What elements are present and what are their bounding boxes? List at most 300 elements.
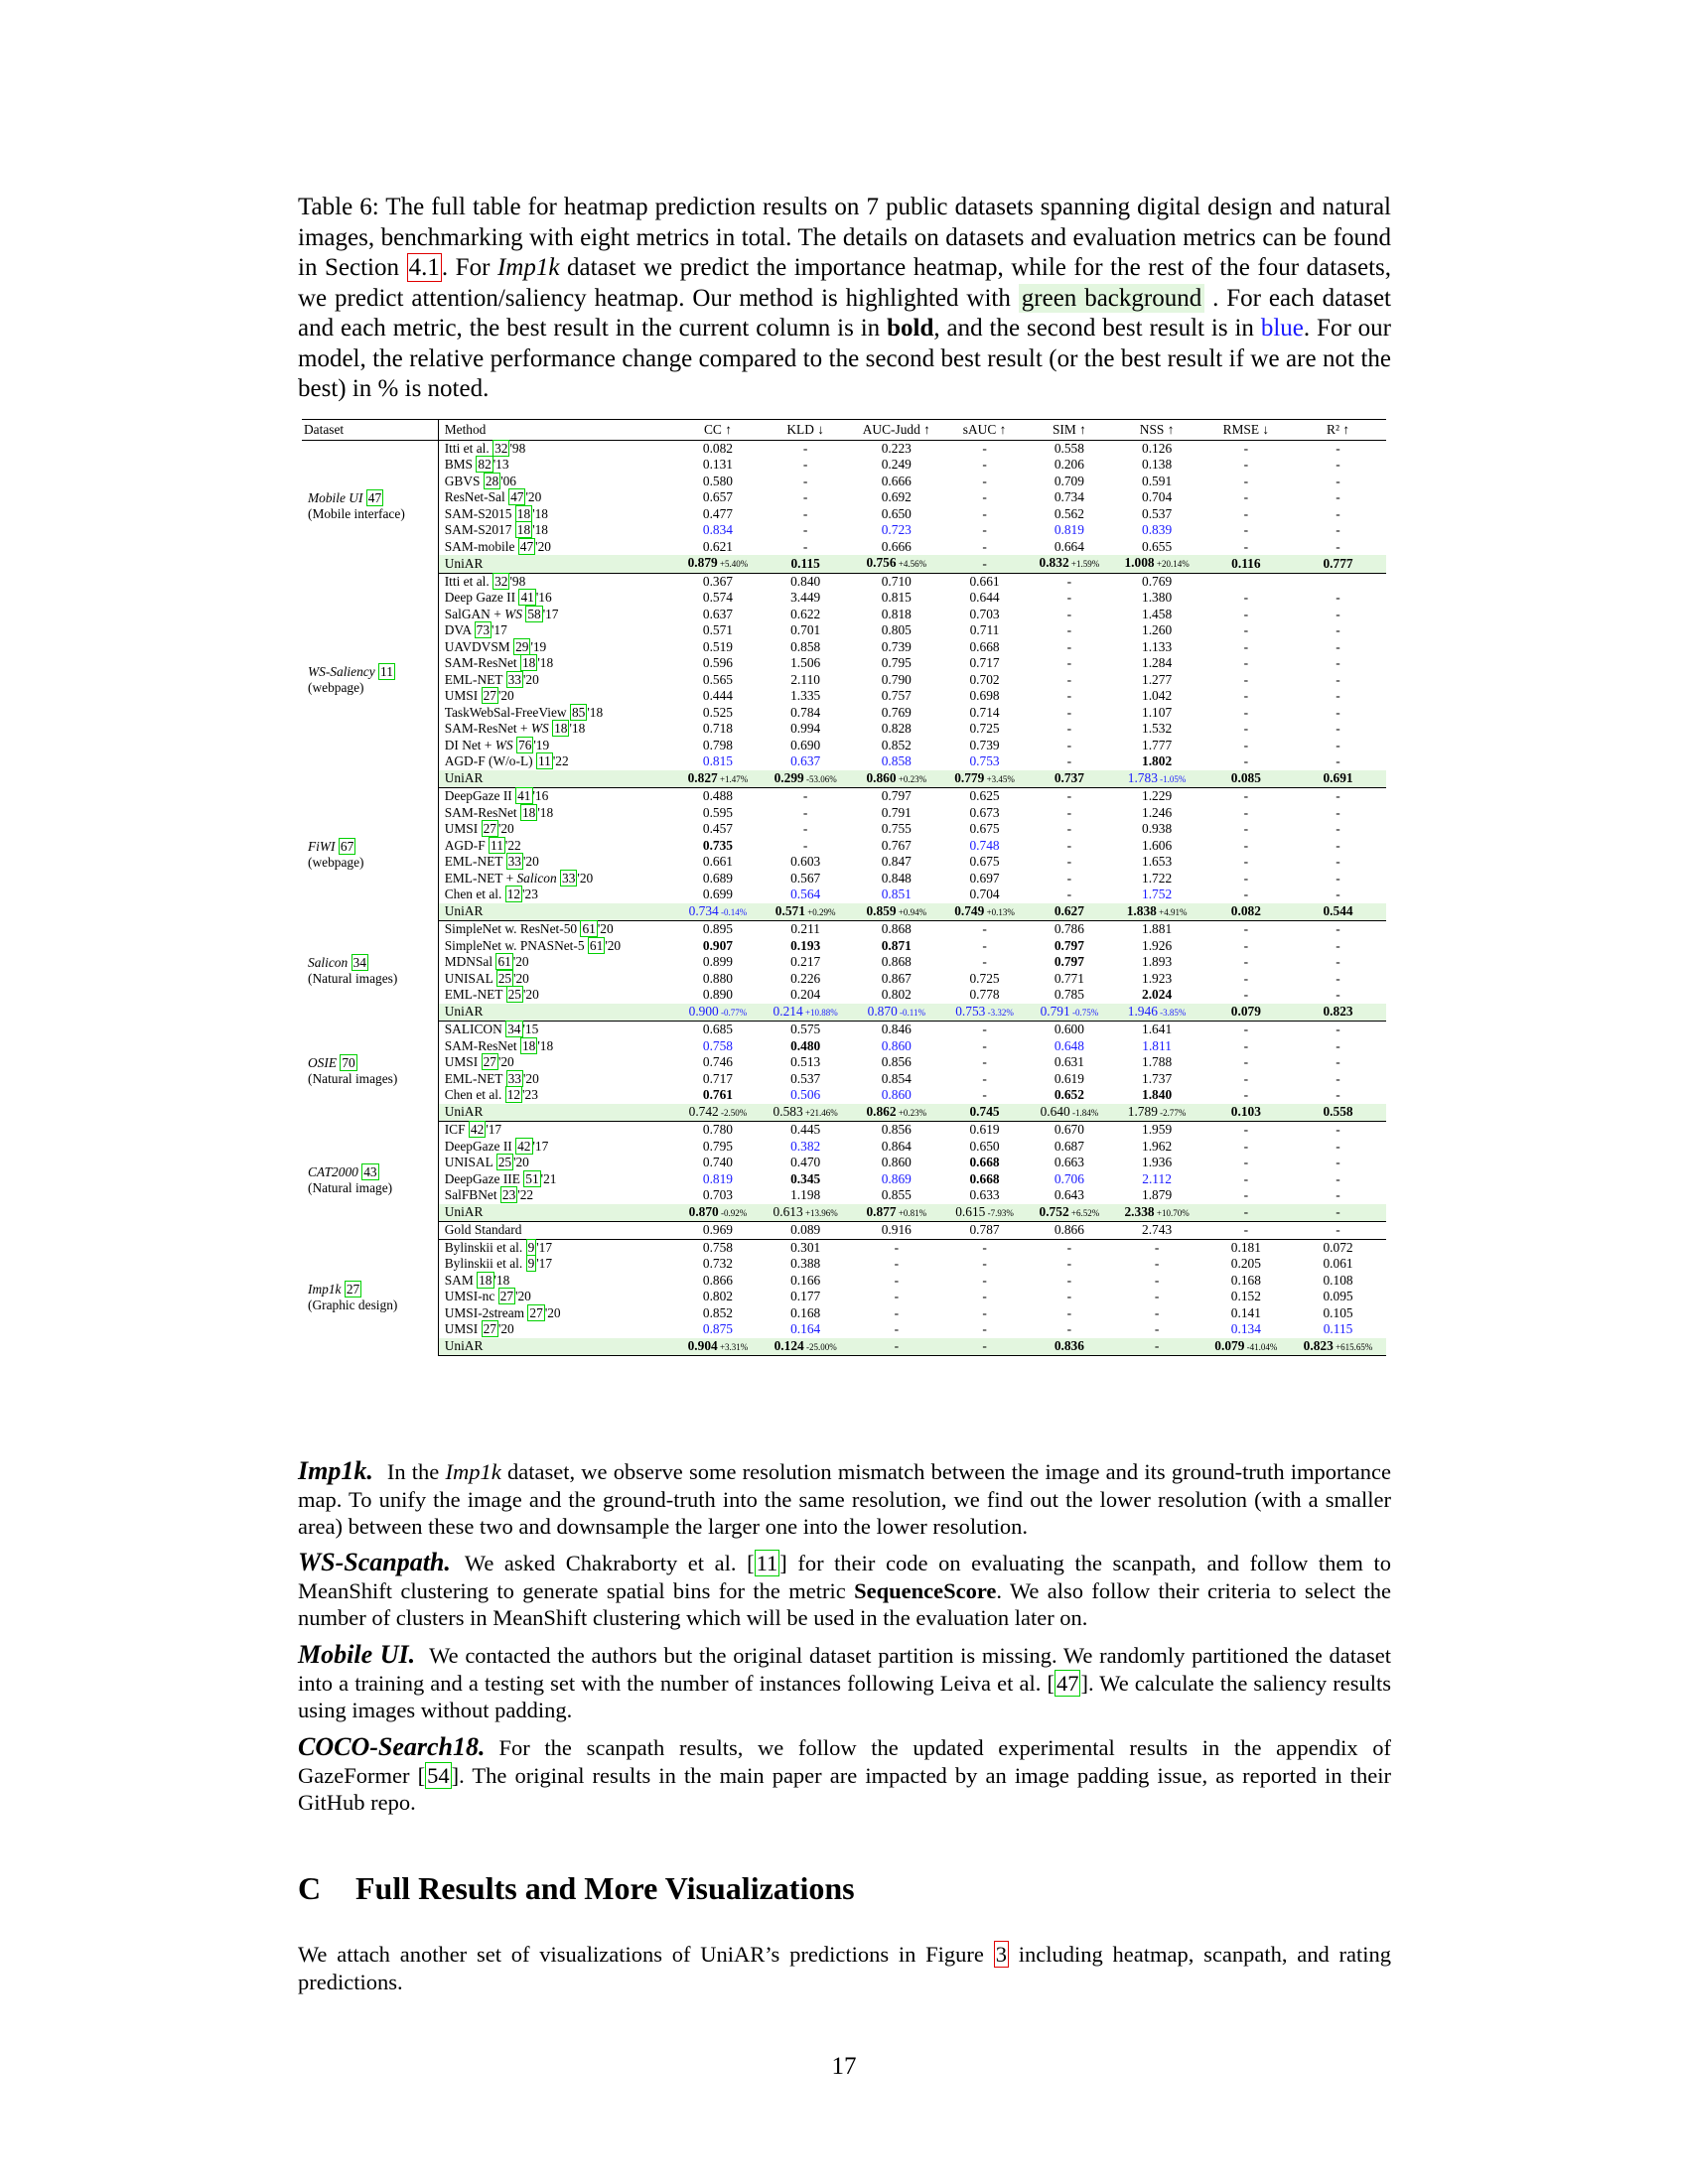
value-cell: 0.869 [881,1170,912,1186]
citation-link[interactable]: 33 [507,1070,521,1086]
value-cell: 1.840 [1142,1087,1173,1102]
value-cell: - [982,473,987,488]
value-cell: - [1243,1138,1249,1154]
citation-link[interactable]: 27 [483,688,496,703]
value-cell: 0.206 [1054,457,1084,472]
value-cell: 1.879 [1142,1187,1173,1202]
section-link[interactable]: 4.1 [408,254,440,281]
value-cell: - [1154,1239,1160,1255]
citation-link[interactable]: 61 [497,954,511,969]
value-cell: 0.661 [702,854,734,869]
value-cell: 0.625 [969,788,1000,803]
citation-link[interactable]: 18 [479,1272,492,1288]
value-cell: 0.859 +0.94% [851,903,942,921]
citation-link[interactable]: 34 [507,1022,521,1036]
value-cell: 0.697 [969,870,1000,886]
value-cell: 0.477 [702,505,734,521]
table-row [302,1139,1386,1156]
citation-link[interactable]: 12 [506,887,521,901]
citation-link[interactable]: 42 [517,1138,531,1154]
method-cell: EML-NET 33 '20 [438,854,675,871]
value-cell: 0.138 [1142,457,1173,472]
value-cell: 0.544 [1290,903,1386,921]
table-row [302,489,1386,506]
value-cell: 0.650 [969,1138,1000,1154]
value-cell: 0.734 [1054,489,1084,504]
value-cell: - [1066,1272,1072,1288]
method-cell: SAM 18 '18 [438,1273,675,1290]
citation-link[interactable]: 82 [478,457,492,472]
value-cell: 0.663 [1054,1155,1084,1169]
value-cell: 0.666 [881,473,912,488]
method-cell: AGD-F 11 '22 [438,838,675,855]
value-cell: 0.860 [881,1087,912,1102]
citation-link[interactable]: 27 [483,1321,496,1336]
value-cell: - [1336,821,1340,836]
value-cell: - [1243,688,1249,703]
value-cell: 0.938 [1142,821,1173,836]
value-cell: - [1243,655,1249,670]
value-cell: 0.108 [1323,1272,1353,1288]
table-row-ours [302,903,1386,921]
value-cell: 0.082 [1202,903,1290,921]
value-cell: 1.653 [1142,854,1173,869]
value-cell: 0.904 +3.31% [675,1338,760,1356]
table-row [302,1038,1386,1055]
value-cell: 0.871 [881,937,912,953]
table-row [302,457,1386,474]
value-cell: 0.640 -1.84% [1027,1104,1111,1122]
value-cell: 0.823 [1290,1004,1386,1022]
value-cell: 1.722 [1142,870,1173,886]
citation-link[interactable]: 76 [518,737,532,752]
method-cell: SAM-ResNet 18 '18 [438,655,675,672]
value-cell: 0.193 [790,937,821,953]
value-cell: 0.513 [790,1054,821,1069]
table-row [302,506,1386,523]
citation-link[interactable]: 25 [497,1155,512,1169]
value-cell: 0.852 [881,737,912,752]
value-cell: 0.784 [790,704,821,720]
value-cell: - [982,489,987,504]
value-cell: 1.380 [1142,590,1173,605]
citation-link[interactable]: 18 [516,505,531,521]
citation-link[interactable]: 73 [476,622,491,637]
value-cell: 0.742 -2.50% [675,1104,760,1122]
value-cell: 0.739 [969,737,1000,752]
value-cell: - [1336,671,1340,687]
citation-link[interactable]: 18 [554,721,568,736]
value-cell: - [1066,1289,1072,1303]
method-cell: SAM-S2017 18 '18 [438,522,675,539]
value-cell: 0.795 [881,655,912,670]
value-cell: 0.565 [702,671,734,687]
table-row [302,1321,1386,1338]
column-header: sAUC ↑ [942,420,1027,441]
value-cell: 0.115 [761,555,851,573]
method-cell: SAM-S2015 18 '18 [438,506,675,523]
value-cell: 0.791 -0.75% [1027,1004,1111,1022]
value-cell: - [1336,704,1340,720]
value-cell: 0.687 [1054,1138,1084,1154]
value-cell: - [802,505,808,521]
value-cell: - [1336,837,1340,853]
citation-link[interactable]: 33 [562,870,576,886]
value-cell: 0.795 [702,1138,734,1154]
value-cell: - [1243,837,1249,853]
value-cell: - [802,457,808,472]
value-cell: - [1336,753,1340,768]
value-cell: - [982,1256,987,1271]
citation-link[interactable]: 27 [346,1281,360,1297]
value-cell: - [1243,1122,1249,1137]
value-cell: 0.079 -41.04% [1202,1338,1290,1356]
citation-link[interactable]: 9 [527,1239,535,1255]
citation-link[interactable]: 25 [497,970,512,986]
value-cell: - [1336,1138,1340,1154]
value-cell: 0.852 [702,1304,734,1320]
value-cell: 0.755 [881,821,912,836]
value-cell: - [1243,671,1249,687]
value-cell: - [1243,522,1249,537]
citation-link[interactable]: 32 [494,440,508,456]
value-cell: 1.959 [1142,1122,1173,1137]
value-cell: 0.758 [702,1037,734,1053]
value-cell: 1.506 [790,655,821,670]
value-cell: 0.226 [790,970,821,986]
citation-link[interactable]: 47 [510,489,524,504]
method-cell: BMS 82 '13 [438,457,675,474]
table-header-row [302,420,1386,441]
value-cell: - [982,1304,987,1320]
value-cell: - [1066,837,1072,853]
table-row [302,1171,1386,1188]
value-cell: 0.797 [1054,954,1084,969]
table-row [302,539,1386,556]
value-cell: 1.789 -2.77% [1112,1104,1202,1122]
citation-link[interactable]: 42 [470,1122,485,1137]
value-cell: 0.643 [1054,1187,1084,1202]
citation-link[interactable]: 11 [491,837,503,853]
value-cell: 0.480 [790,1037,821,1053]
value-cell: - [1066,1321,1072,1336]
value-cell: 0.847 [881,854,912,869]
dataset-cell: FiWI 67 (webpage) [308,838,364,870]
citation-link[interactable]: 32 [494,573,508,589]
value-cell: 0.761 [702,1087,734,1102]
citation-link[interactable]: 18 [521,1037,536,1053]
method-cell: ResNet-Sal 47 '20 [438,489,675,506]
citation-link[interactable]: 61 [582,921,596,936]
value-cell: 0.603 [790,854,821,869]
value-cell: 0.757 [881,688,912,703]
value-cell: 1.260 [1142,622,1173,637]
method-cell: UniAR [438,555,675,573]
value-cell: 0.600 [1054,1022,1084,1036]
value-cell: - [1066,622,1072,637]
citation-link[interactable]: 47 [1055,1670,1079,1696]
value-cell: 0.860 [881,1155,912,1169]
citation-link[interactable]: 18 [516,522,531,537]
value-cell: - [1243,638,1249,654]
value-cell: 1.532 [1142,721,1173,736]
value-cell: - [1243,704,1249,720]
results-table [302,419,1386,1356]
value-cell: - [982,505,987,521]
value-cell: 0.211 [790,921,820,936]
citation-link[interactable]: 33 [507,854,521,869]
table-caption: Table 6: The full table for heatmap prediction results on 7 public datasets spanning digital design and natural images, benchmarking with eight metrics in total. The details on datasets and evaluation metrics can be found in Section 4.1. For Imp1k dataset we predict the importance heatmap, while for the rest of the four datasets, we predict attention/saliency heatmap. Our method is highlighted with green background . For each dataset and each metric, the best result in the current column is in bold, and the second best result is in blue. For our model, the relative performance change compared to the second best result (or the best result if we are not the best) in % is noted. [298,194,1392,402]
value-cell: 2.743 [1112,1222,1202,1240]
value-cell: 0.827 +1.47% [675,770,760,788]
value-cell: 0.802 [881,987,912,1002]
value-cell: 0.445 [790,1122,821,1137]
column-header: Dataset [302,420,438,441]
value-cell: 0.591 [1142,473,1173,488]
value-cell: 0.858 [881,753,912,768]
method-cell: Bylinskii et al. 9 '17 [438,1256,675,1273]
value-cell: 1.284 [1142,655,1173,670]
value-cell: - [1066,573,1072,589]
value-cell: - [1066,1256,1072,1271]
citation-link[interactable]: 67 [340,838,354,854]
value-cell: 0.779 +3.45% [942,770,1027,788]
citation-link[interactable]: 29 [515,638,529,654]
citation-link[interactable]: 41 [520,590,534,605]
value-cell: - [1243,721,1249,736]
value-cell: - [982,1321,987,1336]
value-cell: 0.828 [881,721,912,736]
value-cell: - [1336,970,1340,986]
value-cell: - [1243,1070,1249,1086]
method-cell: Bylinskii et al. 9 '17 [438,1239,675,1256]
value-cell: 0.752 +6.52% [1027,1204,1111,1222]
citation-link[interactable]: 43 [363,1163,377,1179]
citation-link[interactable]: 11 [537,753,551,768]
citation-link[interactable]: 11 [380,664,393,680]
highlight-sample: green background [1019,284,1204,313]
value-cell: 0.749 +0.13% [942,903,1027,921]
method-cell: SAM-ResNet + WS 18 '18 [438,721,675,738]
table-row-ours [302,1004,1386,1022]
table-row [302,705,1386,722]
citation-link[interactable]: 51 [525,1170,539,1186]
value-cell: 0.717 [969,655,1000,670]
value-cell: 0.846 [881,1022,912,1036]
value-cell: 1.777 [1142,737,1173,752]
value-cell: 0.619 [969,1122,1000,1137]
column-header: CC ↑ [675,420,760,441]
value-cell: 1.962 [1142,1138,1173,1154]
table-row [302,954,1386,971]
citation-link[interactable]: 27 [483,1054,496,1069]
value-cell: 0.116 [1202,555,1290,573]
value-cell: - [1154,1304,1160,1320]
value-cell: 2.024 [1142,987,1173,1002]
value-cell: 2.110 [790,671,820,687]
value-cell: - [1066,737,1072,752]
value-cell: - [1336,688,1340,703]
citation-link[interactable]: 70 [342,1055,355,1070]
value-cell: 0.735 [702,837,734,853]
value-cell: 1.107 [1142,704,1173,720]
value-cell: - [1202,1222,1290,1240]
value-cell: 0.834 [702,522,734,537]
value-cell: 0.692 [881,489,912,504]
value-cell: 0.558 [1054,440,1084,456]
citation-link[interactable]: 41 [517,788,531,803]
value-cell: 1.198 [790,1187,821,1202]
value-cell: 0.839 [1142,522,1173,537]
column-header: KLD ↓ [761,420,851,441]
value-cell: 1.458 [1142,606,1173,621]
value-cell: 1.923 [1142,970,1173,986]
citation-link[interactable]: 34 [352,955,366,970]
citation-link[interactable]: 61 [589,937,604,953]
value-cell: 0.858 [790,638,821,654]
value-cell: 1.881 [1142,921,1173,936]
value-cell: - [1066,821,1072,836]
citation-link[interactable]: 58 [527,606,541,621]
citation-link[interactable]: 23 [501,1187,516,1202]
value-cell: 1.606 [1142,837,1173,853]
value-cell: - [802,522,808,537]
value-cell: 0.367 [702,573,734,589]
method-cell: UMSI-nc 27 '20 [438,1289,675,1305]
table-row [302,1289,1386,1305]
citation-link[interactable]: 9 [527,1256,535,1271]
value-cell: 0.488 [702,788,734,803]
value-cell: - [1336,721,1340,736]
table-row [302,753,1386,770]
value-cell: 0.717 [702,1070,734,1086]
value-cell: 1.838 +4.91% [1112,903,1202,921]
value-cell: - [1243,1170,1249,1186]
value-cell: 0.701 [790,622,821,637]
citation-link[interactable]: 47 [519,538,534,554]
table-row [302,821,1386,838]
method-cell: SalFBNet 23 '22 [438,1187,675,1204]
figure-link[interactable]: 3 [995,1942,1007,1967]
column-header: SIM ↑ [1027,420,1111,441]
table-row-ours [302,1338,1386,1356]
citation-link[interactable]: 28 [485,473,499,488]
value-cell: - [1336,522,1340,537]
method-cell: GBVS 28 '06 [438,474,675,490]
value-cell: 0.875 [702,1321,734,1336]
table-row-ours [302,770,1386,788]
value-cell: 0.204 [790,987,821,1002]
value-cell: - [1336,606,1340,621]
citation-link[interactable]: 12 [506,1087,521,1102]
table-row [302,921,1386,938]
citation-link[interactable]: 47 [367,490,382,506]
method-cell: SimpleNet w. ResNet-50 61 '20 [438,921,675,938]
value-cell: - [1243,987,1249,1002]
value-cell: - [1336,1054,1340,1069]
value-cell: - [1066,721,1072,736]
section-heading: C Full Results and More Visualizations [298,1870,855,1906]
value-cell: - [982,1054,987,1069]
value-cell: - [1243,1022,1249,1036]
value-cell: - [1336,590,1340,605]
citation-link[interactable]: 54 [427,1762,450,1788]
citation-link[interactable]: 27 [499,1289,514,1303]
value-cell: 0.778 [969,987,1000,1002]
method-cell: Itti et al. 32 '98 [438,440,675,457]
value-cell: 0.166 [790,1272,821,1288]
para-ws-scanpath: WS-Scanpath. We asked Chakraborty et al. [11] for their code on evaluating the scanpath, and follow them to MeanShift clustering to generate spatial bins for the metric SequenceScore. We also follow their criteria to select the number of clusters in MeanShift clustering which will be used in the evaluation later on. [298,1548,1392,1630]
citation-link[interactable]: 33 [507,671,521,687]
value-cell: 0.621 [702,538,734,554]
value-cell: 1.893 [1142,954,1173,969]
citation-link[interactable]: 25 [507,987,521,1002]
value-cell: 0.622 [790,606,821,621]
value-cell: - [1243,538,1249,554]
value-cell: 0.564 [790,887,821,901]
value-cell: 0.657 [702,489,734,504]
value-cell: 0.650 [881,505,912,521]
value-cell: 0.249 [881,457,912,472]
value-cell: 0.664 [1054,538,1084,554]
value-cell: - [1336,489,1340,504]
method-cell: TaskWebSal-FreeView 85 '18 [438,705,675,722]
value-cell: 0.702 [969,671,1000,687]
value-cell: 0.205 [1230,1256,1261,1271]
value-cell: - [1243,937,1249,953]
value-cell: 0.082 [702,440,734,456]
value-cell: - [1066,788,1072,803]
value-cell: 0.786 [1054,921,1084,936]
citation-link[interactable]: 18 [521,655,536,670]
value-cell: 0.785 [1054,987,1084,1002]
value-cell: - [1066,1239,1072,1255]
method-cell: DeepGaze IIE 51 '21 [438,1171,675,1188]
citation-link[interactable]: 85 [571,704,586,720]
value-cell: - [1066,655,1072,670]
value-cell: 0.631 [1054,1054,1084,1069]
value-cell: - [802,821,808,836]
value-cell: 0.666 [881,538,912,554]
value-cell: - [1243,737,1249,752]
dataset-cell: Mobile UI 47 (Mobile interface) [308,490,405,522]
value-cell: 1.926 [1142,937,1173,953]
method-cell: UMSI 27 '20 [438,1054,675,1071]
table-row [302,1305,1386,1322]
table-row [302,971,1386,988]
value-cell: 1.752 [1142,887,1173,901]
value-cell: 0.769 [1142,573,1173,589]
citation-link[interactable]: 27 [529,1304,543,1320]
value-cell: - [942,1338,1027,1356]
method-cell: EML-NET 33 '20 [438,672,675,689]
value-cell: 0.637 [790,753,821,768]
page-number: 17 [831,2053,857,2080]
value-cell: 0.710 [881,573,912,589]
value-cell: - [982,457,987,472]
value-cell: - [1336,1170,1340,1186]
citation-link[interactable]: 27 [483,821,496,836]
table-row [302,1054,1386,1071]
value-cell: 1.335 [790,688,821,703]
value-cell: 0.855 [881,1187,912,1202]
value-cell: 0.670 [1054,1122,1084,1137]
method-cell: Itti et al. 32 '98 [438,573,675,590]
value-cell: 0.860 +0.23% [851,770,942,788]
citation-link[interactable]: 18 [521,804,536,820]
value-cell: 0.648 [1054,1037,1084,1053]
citation-link[interactable]: 11 [756,1551,778,1575]
